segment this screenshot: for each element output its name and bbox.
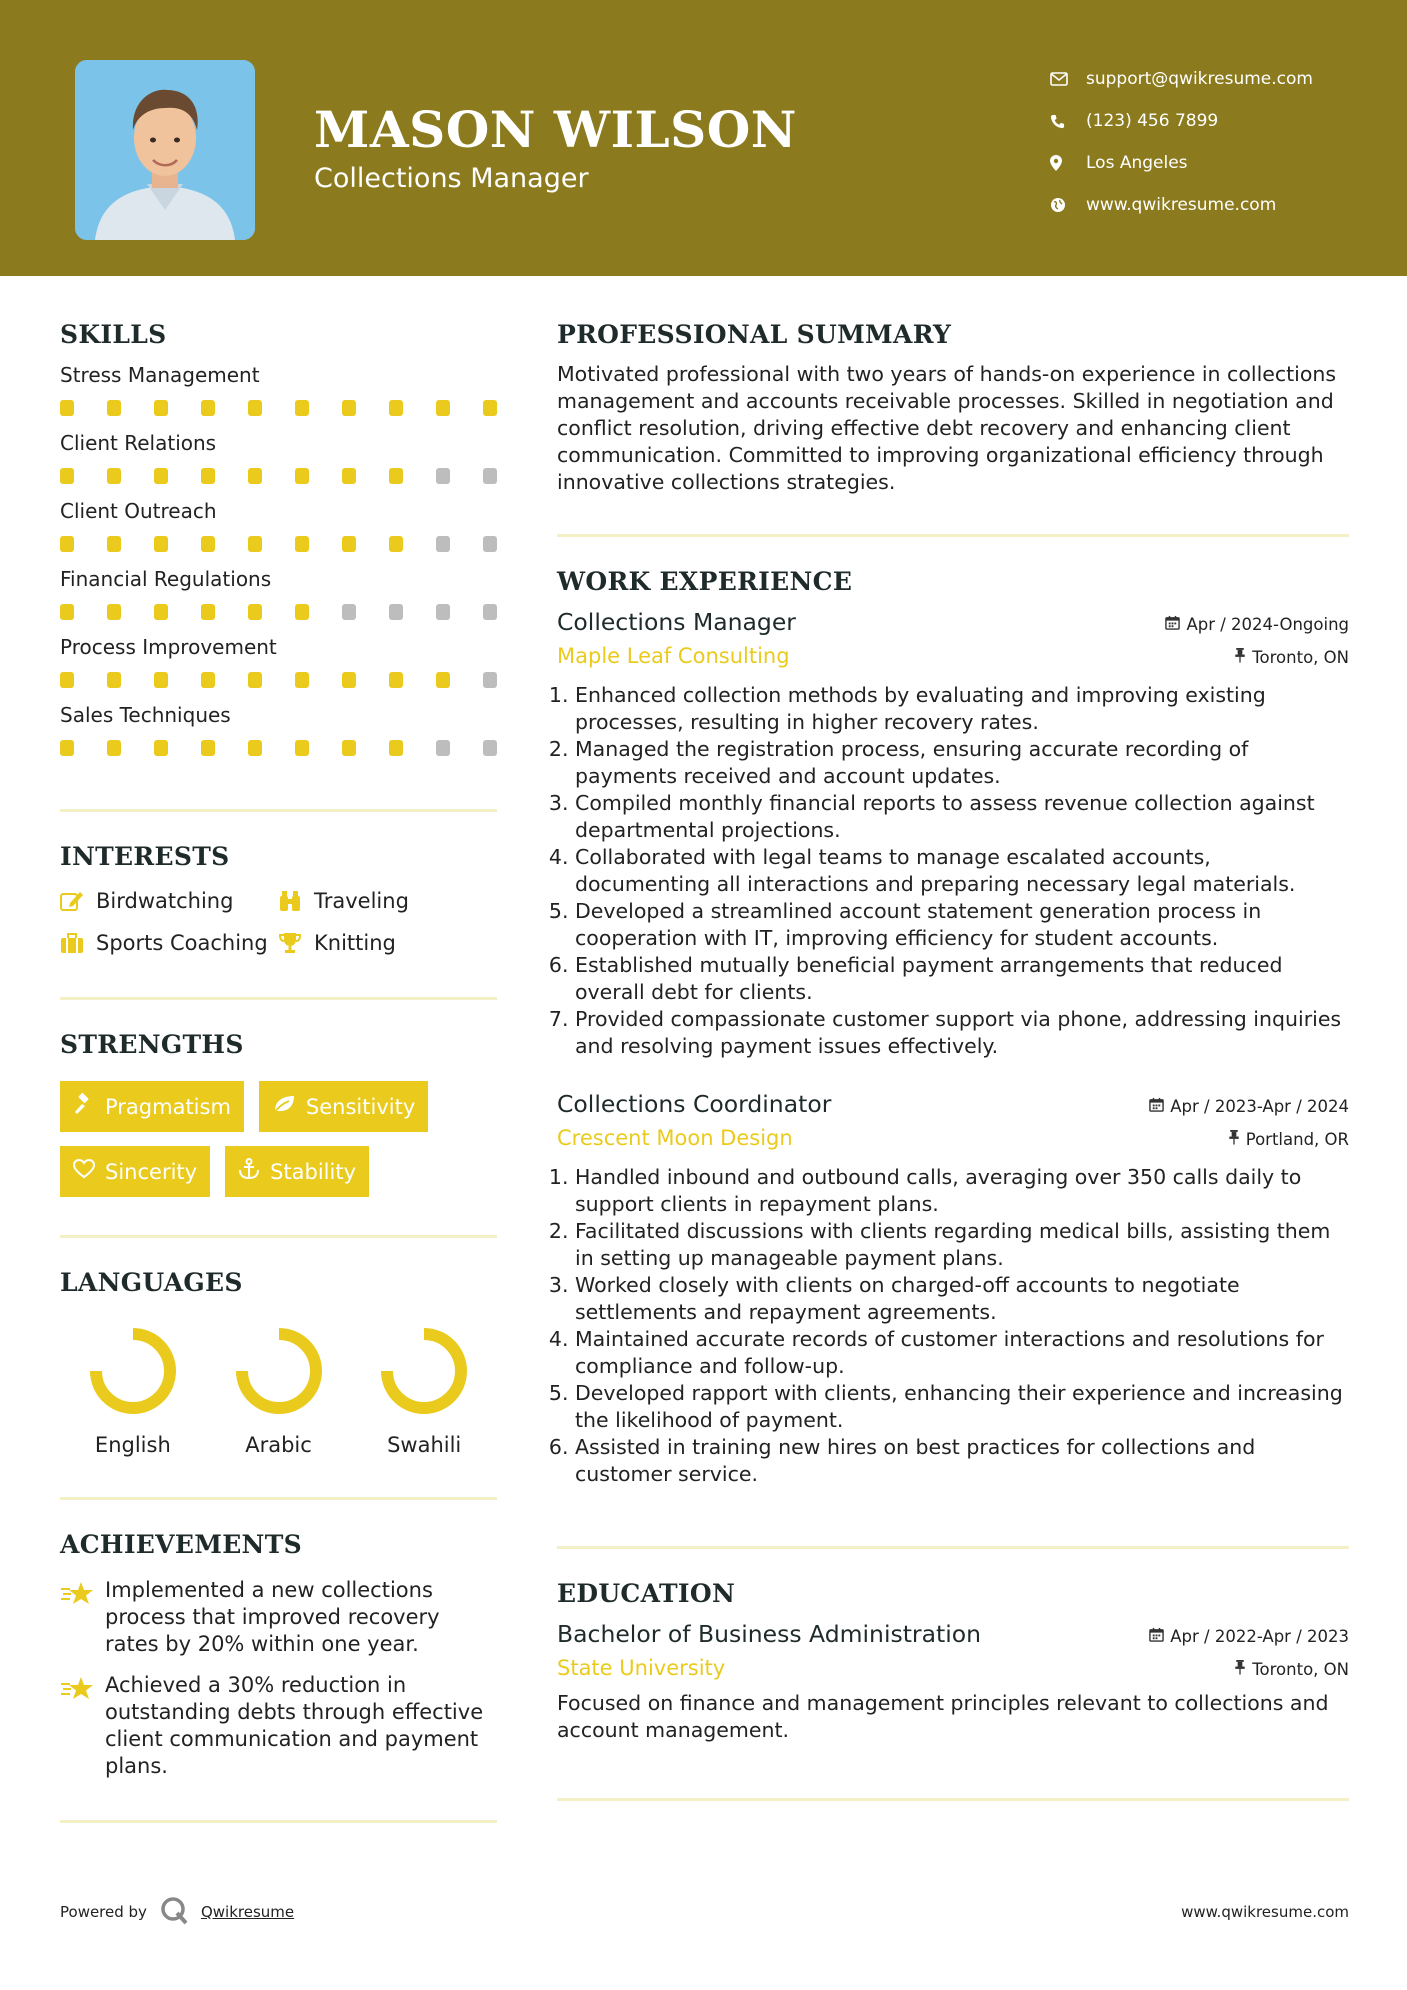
strength-label: Sincerity	[105, 1159, 198, 1184]
leaf-icon	[272, 1094, 296, 1119]
achievement-text: Implemented a new collections process that improved recovery rates by 20% within one year.	[105, 1578, 440, 1656]
strength-chip	[225, 1146, 369, 1197]
language-item	[60, 1321, 206, 1457]
skill-dot-filled	[436, 400, 450, 416]
contact-phone[interactable]	[1050, 100, 1380, 142]
language-label: English	[94, 1433, 171, 1457]
section-divider	[60, 1235, 497, 1238]
powered-by-label: Powered by	[60, 1903, 147, 1921]
skill-dot-filled	[295, 672, 309, 688]
strengths-list	[60, 1081, 497, 1197]
interest-item	[60, 931, 278, 955]
skill-dot-filled	[154, 672, 168, 688]
skill-dot-filled	[342, 400, 356, 416]
job-bullet: 4. Maintained accurate records of customer interactions and resolutions for compliance and follow-up.	[575, 1326, 1349, 1380]
skill-item	[60, 703, 497, 757]
achievement-item	[60, 1672, 497, 1780]
job-dates-text: Apr / 2024-Ongoing	[1186, 615, 1349, 634]
skill-dot-filled	[295, 536, 309, 552]
languages-section	[60, 1268, 497, 1457]
skill-dot-filled	[389, 400, 403, 416]
job-header	[557, 608, 1349, 636]
job-subheader	[557, 644, 1349, 668]
job-title: Collections Manager	[557, 608, 796, 636]
degree-title: Bachelor of Business Administration	[557, 1620, 982, 1648]
skill-dot-filled	[107, 604, 121, 620]
qwikresume-logo-icon	[159, 1895, 189, 1929]
education-dates	[1149, 1627, 1349, 1646]
map-pin-icon	[1050, 155, 1086, 171]
job-bullet: 6. Established mutually beneficial payment arrangements that reduced overall debt for clients.	[575, 952, 1349, 1006]
languages-heading: LANGUAGES	[60, 1268, 243, 1297]
left-column	[60, 320, 497, 1823]
skill-dot-filled	[154, 604, 168, 620]
skill-dot-filled	[107, 672, 121, 688]
job-bullets	[557, 682, 1349, 1060]
skill-dot-filled	[389, 536, 403, 552]
job-header	[557, 1090, 1349, 1118]
job-bullet: 5. Developed a streamlined account statement generation process in cooperation with IT, improving efficiency for student accounts.	[575, 898, 1349, 952]
education-location	[1234, 1660, 1349, 1679]
skill-dot-filled	[60, 536, 74, 552]
language-gauge-arc	[387, 1334, 461, 1408]
strength-chip	[259, 1081, 428, 1132]
interest-label: Birdwatching	[96, 889, 234, 913]
skill-dot-filled	[201, 672, 215, 688]
candidate-title: Collections Manager	[314, 163, 589, 194]
section-divider	[60, 809, 497, 812]
strength-label: Sensitivity	[305, 1094, 416, 1119]
skill-dot-filled	[60, 740, 74, 756]
skill-dot-filled	[201, 604, 215, 620]
education-dates-text: Apr / 2022-Apr / 2023	[1170, 1627, 1349, 1646]
skill-item	[60, 431, 497, 485]
skill-dot-filled	[389, 672, 403, 688]
strengths-heading: STRENGTHS	[60, 1030, 244, 1059]
pushpin-icon	[1234, 648, 1246, 667]
calendar-icon	[1149, 1097, 1164, 1116]
strength-chip	[60, 1081, 244, 1132]
skill-item	[60, 635, 497, 689]
education-subheader	[557, 1656, 1349, 1680]
skill-dot-filled	[248, 536, 262, 552]
skill-dot-empty	[389, 604, 403, 620]
star-icon	[60, 1672, 105, 1780]
skill-name: Financial Regulations	[60, 567, 272, 591]
skill-dot-empty	[436, 468, 450, 484]
phone-icon	[1050, 114, 1086, 129]
strength-label: Stability	[270, 1159, 357, 1184]
profile-photo-illustration	[75, 60, 255, 240]
skill-rating	[60, 604, 497, 621]
job-entry	[557, 608, 1349, 1060]
skill-dot-filled	[201, 400, 215, 416]
skill-dot-filled	[154, 536, 168, 552]
skill-dot-empty	[483, 672, 497, 688]
job-bullet: 2. Facilitated discussions with clients regarding medical bills, assisting them in setting up manageable payment plans.	[575, 1218, 1349, 1272]
skill-dot-filled	[107, 468, 121, 484]
languages-list	[60, 1321, 497, 1457]
company-name: Maple Leaf Consulting	[557, 644, 790, 668]
skill-dot-filled	[201, 468, 215, 484]
contact-location-text: Los Angeles	[1086, 153, 1188, 173]
language-gauge	[229, 1321, 329, 1421]
interest-item	[278, 889, 497, 913]
skill-dot-filled	[154, 400, 168, 416]
section-divider	[557, 1798, 1349, 1801]
heart-icon	[73, 1159, 95, 1184]
interest-label: Knitting	[314, 931, 396, 955]
language-item	[206, 1321, 352, 1457]
job-title: Collections Coordinator	[557, 1090, 832, 1118]
envelope-icon	[1050, 72, 1086, 86]
job-dates	[1165, 615, 1349, 634]
section-divider	[60, 1497, 497, 1500]
skill-dot-filled	[295, 740, 309, 756]
footer-website[interactable]: www.qwikresume.com	[1181, 1903, 1349, 1921]
job-bullet: 7. Provided compassionate customer support via phone, addressing inquiries and resolving payment issues effectively.	[575, 1006, 1349, 1060]
experience-section	[557, 567, 1349, 1488]
binoculars-icon	[278, 890, 314, 912]
section-divider	[557, 1546, 1349, 1549]
job-bullet: 6. Assisted in training new hires on best practices for collections and customer service.	[575, 1434, 1349, 1488]
interests-section	[60, 842, 497, 955]
skill-dot-empty	[436, 536, 450, 552]
skill-name: Client Outreach	[60, 499, 217, 523]
skill-item	[60, 567, 497, 621]
skill-rating	[60, 672, 497, 689]
skill-item	[60, 499, 497, 553]
pushpin-icon	[1234, 1660, 1246, 1679]
interest-item	[60, 889, 278, 913]
skill-dot-filled	[342, 672, 356, 688]
job-bullet: 5. Developed rapport with clients, enhancing their experience and increasing the likelihood of payment.	[575, 1380, 1349, 1434]
skill-dot-filled	[295, 468, 309, 484]
gavel-icon	[73, 1093, 95, 1120]
skill-dot-filled	[248, 400, 262, 416]
contact-list	[1050, 58, 1380, 226]
skill-dot-filled	[342, 740, 356, 756]
achievements-heading: ACHIEVEMENTS	[60, 1530, 302, 1559]
language-label: Arabic	[245, 1433, 312, 1457]
company-name: Crescent Moon Design	[557, 1126, 793, 1150]
skill-dot-filled	[60, 604, 74, 620]
strengths-section	[60, 1030, 497, 1197]
skill-dot-filled	[248, 740, 262, 756]
language-gauge	[83, 1321, 183, 1421]
skill-dot-filled	[248, 672, 262, 688]
skill-dot-filled	[295, 604, 309, 620]
contact-email[interactable]	[1050, 58, 1380, 100]
skill-dot-empty	[436, 740, 450, 756]
skill-dot-filled	[436, 672, 450, 688]
language-gauge-arc	[242, 1334, 316, 1408]
interests-heading: INTERESTS	[60, 842, 230, 871]
skill-dot-empty	[483, 536, 497, 552]
language-label: Swahili	[387, 1433, 462, 1457]
job-bullet: 1. Handled inbound and outbound calls, averaging over 350 calls daily to support clients in repayment plans.	[575, 1164, 1349, 1218]
contact-phone-text: (123) 456 7899	[1086, 111, 1219, 131]
skill-dot-filled	[154, 740, 168, 756]
skill-name: Stress Management	[60, 363, 260, 387]
education-location-text: Toronto, ON	[1252, 1660, 1349, 1679]
strength-label: Pragmatism	[105, 1094, 231, 1119]
interest-item	[278, 931, 497, 955]
skill-dot-filled	[389, 468, 403, 484]
job-dates	[1149, 1097, 1349, 1116]
skill-rating	[60, 536, 497, 553]
achievement-text: Achieved a 30% reduction in outstanding debts through effective client communication and payment plans.	[105, 1673, 484, 1778]
skill-dot-filled	[295, 400, 309, 416]
job-location-text: Portland, OR	[1245, 1130, 1349, 1149]
globe-icon	[1050, 197, 1086, 213]
calendar-icon	[1165, 615, 1180, 634]
contact-website-text: www.qwikresume.com	[1086, 195, 1277, 215]
skill-dot-filled	[107, 400, 121, 416]
calendar-icon	[1149, 1627, 1164, 1646]
skill-dot-filled	[248, 604, 262, 620]
education-section	[557, 1579, 1349, 1744]
job-dates-text: Apr / 2023-Apr / 2024	[1170, 1097, 1349, 1116]
footer-brand	[60, 1895, 294, 1929]
qwikresume-link[interactable]: Qwikresume	[200, 1903, 295, 1921]
briefcase-icon	[60, 932, 96, 954]
skill-dot-empty	[436, 604, 450, 620]
job-subheader	[557, 1126, 1349, 1150]
job-location	[1234, 648, 1349, 667]
language-gauge	[374, 1321, 474, 1421]
footer	[60, 1895, 1349, 1929]
pushpin-icon	[1228, 1130, 1240, 1149]
section-divider	[60, 1820, 497, 1823]
education-heading: EDUCATION	[557, 1579, 736, 1608]
skill-dot-filled	[107, 740, 121, 756]
right-column	[557, 320, 1349, 1801]
skill-name: Client Relations	[60, 431, 217, 455]
job-bullet: 4. Collaborated with legal teams to manage escalated accounts, documenting all interactions and preparing necessary legal materials.	[575, 844, 1349, 898]
language-gauge-arc	[96, 1334, 170, 1408]
skill-dot-filled	[107, 536, 121, 552]
skill-dot-filled	[201, 740, 215, 756]
job-bullet: 3. Compiled monthly financial reports to assess revenue collection against departmental projections.	[575, 790, 1349, 844]
job-bullets	[557, 1164, 1349, 1488]
skill-dot-filled	[60, 468, 74, 484]
pencil-icon	[60, 890, 96, 912]
skill-name: Sales Techniques	[60, 703, 231, 727]
strength-chip	[60, 1146, 210, 1197]
achievement-item	[60, 1577, 497, 1658]
skills-list	[60, 363, 497, 757]
interests-list	[60, 889, 497, 955]
star-icon	[60, 1577, 105, 1658]
section-divider	[557, 534, 1349, 537]
skill-rating	[60, 740, 497, 757]
candidate-name: MASON WILSON	[314, 100, 797, 159]
skill-dot-filled	[342, 536, 356, 552]
skill-dot-filled	[201, 536, 215, 552]
summary-section	[557, 320, 1349, 496]
skills-section	[60, 320, 497, 757]
language-item	[351, 1321, 497, 1457]
skill-dot-filled	[342, 468, 356, 484]
header-banner	[0, 0, 1407, 276]
experience-heading: WORK EXPERIENCE	[557, 567, 853, 596]
school-name: State University	[557, 1656, 726, 1680]
profile-photo	[75, 60, 255, 240]
summary-heading: PROFESSIONAL SUMMARY	[557, 320, 952, 349]
skill-dot-filled	[60, 400, 74, 416]
job-bullet: 2. Managed the registration process, ensuring accurate recording of payments received and account updates.	[575, 736, 1349, 790]
skill-rating	[60, 468, 497, 485]
job-location-text: Toronto, ON	[1252, 648, 1349, 667]
skill-dot-filled	[154, 468, 168, 484]
contact-location	[1050, 142, 1380, 184]
job-entry	[557, 1090, 1349, 1488]
interest-label: Traveling	[314, 889, 409, 913]
achievements-section	[60, 1530, 497, 1780]
skill-item	[60, 363, 497, 417]
anchor-icon	[238, 1158, 260, 1185]
skill-name: Process Improvement	[60, 635, 277, 659]
education-header	[557, 1620, 1349, 1648]
skill-dot-empty	[342, 604, 356, 620]
contact-website[interactable]	[1050, 184, 1380, 226]
skill-dot-filled	[60, 672, 74, 688]
job-location	[1228, 1130, 1349, 1149]
section-divider	[60, 997, 497, 1000]
skill-dot-filled	[248, 468, 262, 484]
skill-dot-filled	[483, 400, 497, 416]
job-bullet: 3. Worked closely with clients on charged-off accounts to negotiate settlements and repayment agreements.	[575, 1272, 1349, 1326]
skill-dot-filled	[389, 740, 403, 756]
skill-dot-empty	[483, 604, 497, 620]
education-description: Focused on finance and management principles relevant to collections and account management.	[557, 1691, 1329, 1742]
skills-heading: SKILLS	[60, 320, 167, 349]
contact-email-text: support@qwikresume.com	[1086, 69, 1313, 89]
skill-dot-empty	[483, 468, 497, 484]
skill-dot-empty	[483, 740, 497, 756]
skill-rating	[60, 400, 497, 417]
job-bullet: 1. Enhanced collection methods by evaluating and improving existing processes, resulting in higher recovery rates.	[575, 682, 1349, 736]
trophy-icon	[278, 932, 314, 954]
summary-text: Motivated professional with two years of hands-on experience in collections management and accounts receivable processes. Skilled in negotiation and conflict resolution, driving effective debt recovery and enhancing client communication. Committed to improving organizational efficiency through innovative collections strategies.	[557, 362, 1337, 494]
interest-label: Sports Coaching	[96, 931, 268, 955]
